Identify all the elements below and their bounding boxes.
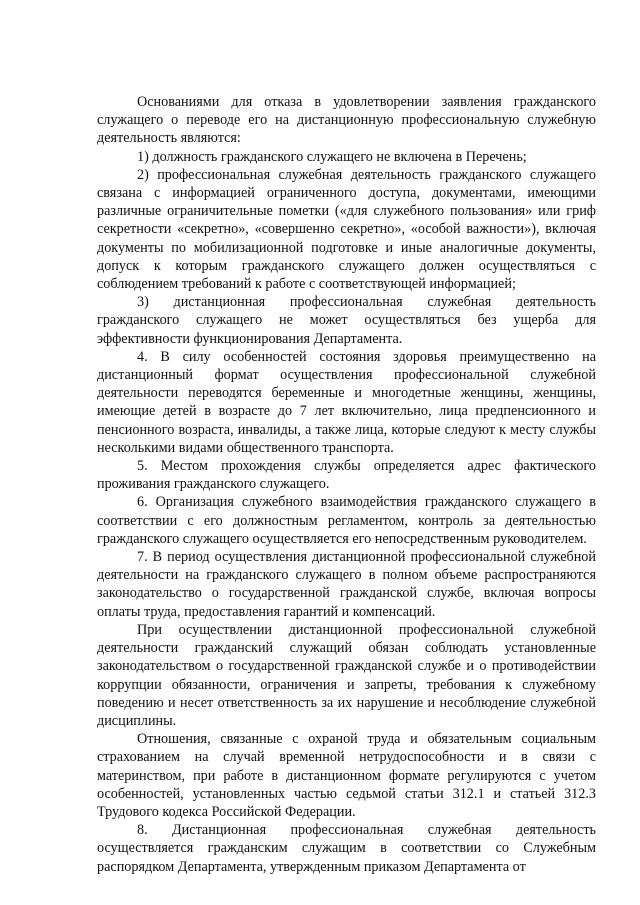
paragraph-clause-4: 4. В силу особенностей состояния здоровья преимущественно на дистанционный формат осуществления профессиональной служебной деятельности переводятся беременные и многодетные женщины, женщины, имеющие детей в возрасте до 7 лет включительно, лица предпенсионного и пенсионного возраста, инвалиды, а также лица, которые следуют к месту службы несколькими видами общественного транспорта. xyxy=(97,348,596,456)
paragraph-clause-7: 7. В период осуществления дистанционной профессиональной служебной деятельности на гражданского служащего в полном объеме распространяются законодательство о государственной гражданской службе, включая вопросы оплаты труда, предоставления гарантий и компенсаций. xyxy=(97,549,596,620)
paragraph-labor-protection: Отношения, связанные с охраной труда и обязательным социальным страхованием на случай временной нетрудоспособности и в связи с материнством, при работе в дистанционном формате регулируются с учетом особенностей, установленных частью седьмой статьи 312.1 и статьей 312.3 Трудового кодекса Российской Федерации. xyxy=(97,731,596,820)
paragraph-item-3: 3) дистанционная профессиональная служебная деятельность гражданского служащего не может осуществляться без ущерба для эффективности функционирования Департамента. xyxy=(97,294,596,347)
paragraph-item-1: 1) должность гражданского служащего не включена в Перечень; xyxy=(137,148,527,165)
paragraph-clause-5: 5. Местом прохождения службы определяется адрес фактического проживания гражданского служащего. xyxy=(97,458,596,493)
paragraph-obligations: При осуществлении дистанционной профессиональной служебной деятельности гражданский служащий обязан соблюдать установленные законодательством о государственной гражданской службе и о противодействии коррупции обязанности, ограничения и запреты, требования к служебному поведению и несет ответственность за их нарушение и несоблюдение служебной дисциплины. xyxy=(97,621,596,729)
document-page xyxy=(97,93,596,876)
paragraph-clause-6: 6. Организация служебного взаимодействия гражданского служащего в соответствии с его должностным регламентом, контроль за деятельностью гражданского служащего осуществляется его непосредственным руководителем. xyxy=(97,494,596,547)
paragraph-clause-8: 8. Дистанционная профессиональная служебная деятельность осуществляется гражданским служащим в соответствии со Служебным распорядком Департамента, утвержденным приказом Департамента от xyxy=(97,822,596,875)
paragraph-grounds-for-refusal: Основаниями для отказа в удовлетворении заявления гражданского служащего о переводе его на дистанционную профессиональную служебную деятельность являются: xyxy=(97,94,596,147)
paragraph-item-2: 2) профессиональная служебная деятельность гражданского служащего связана с информацией ограниченного доступа, документами, имеющими различные ограничительные пометки («для служебного пользования» или гриф секретности «секретно», «совершенно секретно», «особой важности»), включая документы по мобилизационной подготовке и иные аналогичные документы, допуск к которым гражданского служащего должен осуществляться с соблюдением требований к работе с соответствующей информацией; xyxy=(97,166,596,293)
